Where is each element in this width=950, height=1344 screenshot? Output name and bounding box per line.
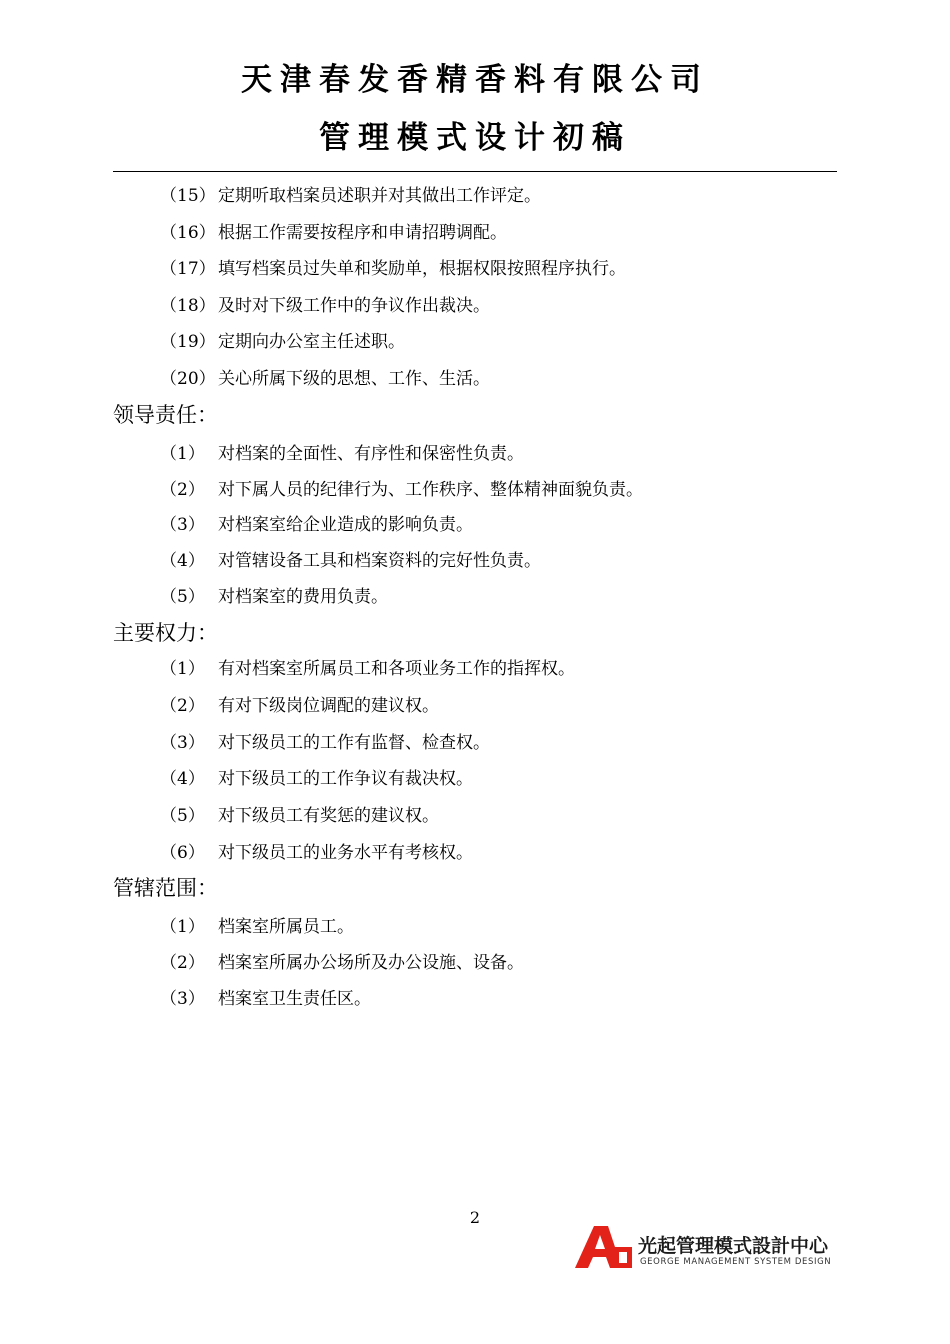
item-number: （17） bbox=[160, 259, 216, 279]
item-number: （5） bbox=[160, 806, 205, 826]
list-item bbox=[160, 294, 490, 318]
item-text: 对下级员工有奖惩的建议权。 bbox=[218, 806, 439, 826]
page-number: 2 bbox=[469, 1208, 481, 1227]
item-number: （4） bbox=[160, 551, 205, 571]
item-text: 对管辖设备工具和档案资料的完好性负责。 bbox=[218, 551, 541, 571]
footer-logo bbox=[574, 1225, 838, 1271]
list-item bbox=[160, 694, 439, 718]
list-item bbox=[160, 841, 473, 865]
item-text: 对下属人员的纪律行为、工作秩序、整体精神面貌负责。 bbox=[218, 480, 643, 500]
list-item bbox=[160, 585, 388, 609]
item-number: （18） bbox=[160, 296, 216, 316]
item-text: 及时对下级工作中的争议作出裁决。 bbox=[218, 296, 490, 316]
item-number: （3） bbox=[160, 515, 205, 535]
item-number: （5） bbox=[160, 587, 205, 607]
item-number: （2） bbox=[160, 953, 205, 973]
list-item bbox=[160, 951, 524, 975]
list-item bbox=[160, 442, 524, 466]
item-number: （16） bbox=[160, 223, 216, 243]
list-item bbox=[160, 767, 473, 791]
item-text: 填写档案员过失单和奖励单，根据权限按照程序执行。 bbox=[218, 259, 626, 279]
section-heading-scope: 管辖范围： bbox=[113, 876, 218, 900]
item-text: 档案室所属员工。 bbox=[218, 917, 354, 937]
item-text: 对档案室给企业造成的影响负责。 bbox=[218, 515, 473, 535]
list-item bbox=[160, 513, 473, 537]
company-title: 天津春发香精香料有限公司 bbox=[241, 62, 709, 98]
list-item bbox=[160, 549, 541, 573]
item-text: 档案室所属办公场所及办公设施、设备。 bbox=[218, 953, 524, 973]
item-number: （1） bbox=[160, 659, 205, 679]
list-item bbox=[160, 987, 371, 1011]
item-number: （1） bbox=[160, 917, 205, 937]
item-number: （6） bbox=[160, 843, 205, 863]
item-text: 有对下级岗位调配的建议权。 bbox=[218, 696, 439, 716]
item-text: 对下级员工的业务水平有考核权。 bbox=[218, 843, 473, 863]
item-text: 对档案室的费用负责。 bbox=[218, 587, 388, 607]
list-item bbox=[160, 367, 490, 391]
item-number: （15） bbox=[160, 186, 216, 206]
item-number: （1） bbox=[160, 444, 205, 464]
header-divider bbox=[113, 171, 837, 172]
item-text: 对下级员工的工作争议有裁决权。 bbox=[218, 769, 473, 789]
list-item bbox=[160, 657, 575, 681]
item-text: 关心所属下级的思想、工作、生活。 bbox=[218, 369, 490, 389]
list-item bbox=[160, 184, 541, 208]
document-subtitle: 管理模式设计初稿 bbox=[319, 120, 631, 156]
red-letter-a-logo-icon bbox=[574, 1225, 634, 1269]
item-text: 有对档案室所属员工和各项业务工作的指挥权。 bbox=[218, 659, 575, 679]
item-text: 定期听取档案员述职并对其做出工作评定。 bbox=[218, 186, 541, 206]
item-text: 定期向办公室主任述职。 bbox=[218, 332, 405, 352]
item-number: （19） bbox=[160, 332, 216, 352]
item-number: （3） bbox=[160, 733, 205, 753]
list-item bbox=[160, 221, 507, 245]
logo-english-name: GEORGE MANAGEMENT SYSTEM DESIGN bbox=[640, 1257, 832, 1267]
list-item bbox=[160, 478, 643, 502]
item-text: 对下级员工的工作有监督、检查权。 bbox=[218, 733, 490, 753]
list-item bbox=[160, 330, 405, 354]
item-number: （3） bbox=[160, 989, 205, 1009]
item-number: （4） bbox=[160, 769, 205, 789]
item-number: （20） bbox=[160, 369, 216, 389]
list-item bbox=[160, 915, 354, 939]
list-item bbox=[160, 731, 490, 755]
section-heading-responsibilities: 领导责任： bbox=[113, 403, 218, 427]
section-heading-powers: 主要权力： bbox=[113, 621, 218, 645]
item-number: （2） bbox=[160, 696, 205, 716]
item-text: 档案室卫生责任区。 bbox=[218, 989, 371, 1009]
list-item bbox=[160, 257, 626, 281]
item-text: 对档案的全面性、有序性和保密性负责。 bbox=[218, 444, 524, 464]
list-item bbox=[160, 804, 439, 828]
item-text: 根据工作需要按程序和申请招聘调配。 bbox=[218, 223, 507, 243]
item-number: （2） bbox=[160, 480, 205, 500]
logo-chinese-name: 光起管理模式設計中心 bbox=[638, 1235, 829, 1257]
